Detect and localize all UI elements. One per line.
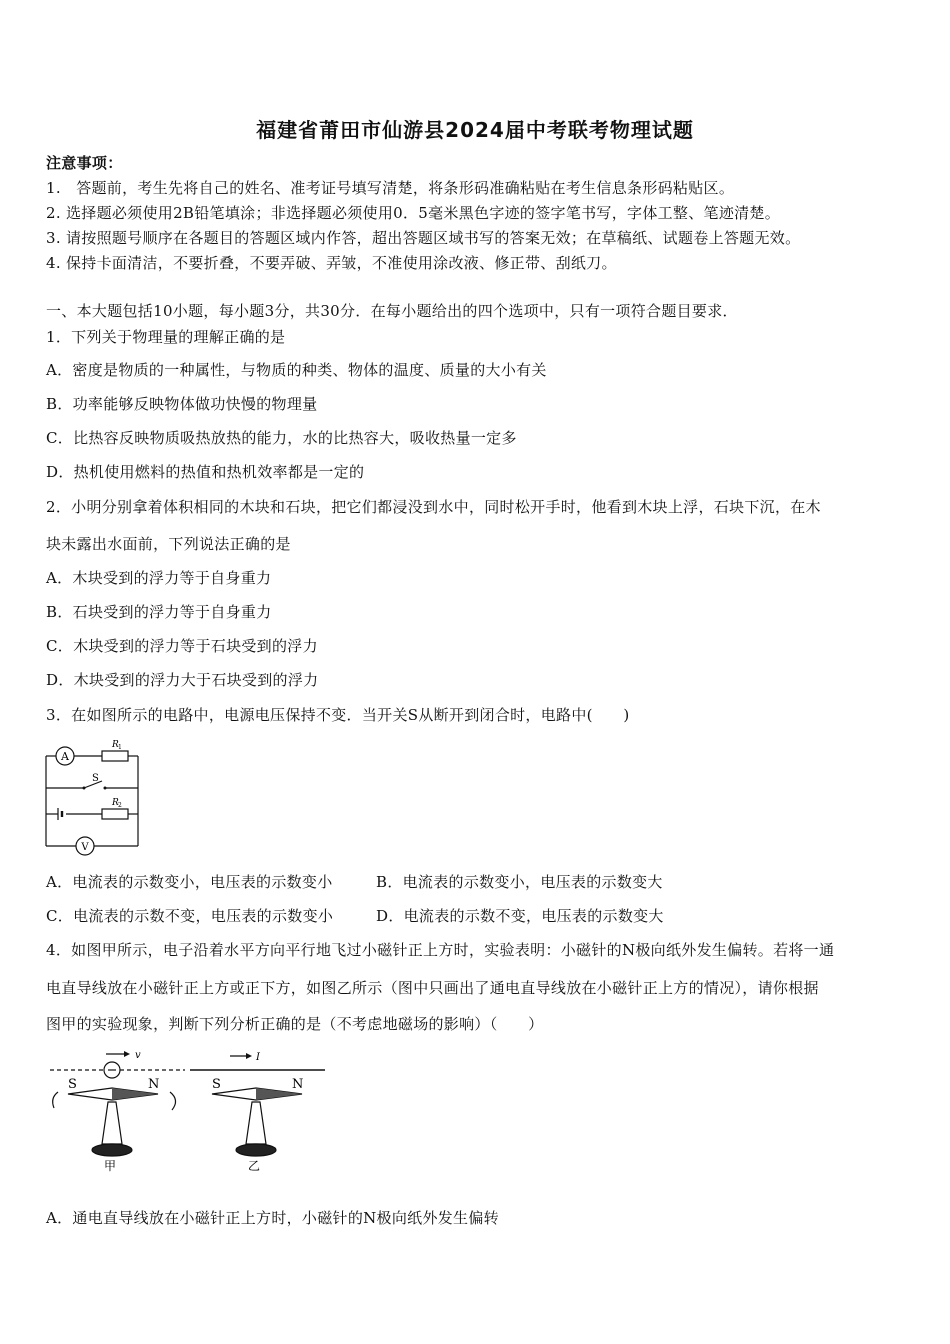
- arrow-icon: [124, 1051, 130, 1057]
- figure-yi-label: 乙: [248, 1159, 261, 1173]
- switch-contact-icon: [104, 787, 107, 790]
- switch-label: S: [92, 773, 99, 784]
- r1-subscript: 1: [118, 744, 122, 751]
- q1-option-b: B．功率能够反映物体做功快慢的物理量: [46, 395, 318, 413]
- q4-stem-line3: 图甲的实验现象，判断下列分析正确的是（不考虑地磁场的影响）（ ）: [46, 1015, 544, 1033]
- ammeter-label: A: [61, 750, 69, 763]
- q2-stem-line2: 块未露出水面前，下列说法正确的是: [46, 535, 291, 553]
- page-title: 福建省莆田市仙游县2024届中考联考物理试题: [256, 118, 694, 142]
- arrow-icon: [246, 1053, 252, 1059]
- notice-item-4: 4. 保持卡面清洁，不要折叠，不要弄破、弄皱，不准使用涂改液、修正带、刮纸刀。: [46, 254, 617, 272]
- q1-option-a: A．密度是物质的一种属性，与物质的种类、物体的温度、质量的大小有关: [46, 361, 547, 379]
- voltmeter-label: V: [81, 842, 89, 853]
- velocity-label: v: [135, 1050, 141, 1061]
- q3-stem: 3．在如图所示的电路中，电源电压保持不变．当开关S从断开到闭合时，电路中( ): [46, 706, 630, 724]
- notice-item-2: 2. 选择题必须使用2B铅笔填涂；非选择题必须使用0．5毫米黑色字迹的签字笔书写，字体工整、笔迹清楚。: [46, 204, 781, 222]
- battery-icon: [58, 808, 62, 820]
- resistor-r2: [102, 809, 128, 819]
- north-pole-label: N: [292, 1077, 304, 1092]
- q3-option-b: B．电流表的示数变小，电压表的示数变大: [376, 873, 663, 891]
- q4-stem-line2: 电直导线放在小磁针正上方或正下方，如图乙所示（图中只画出了通电直导线放在小磁针正上方的情况），请你根据: [46, 979, 819, 997]
- figure-yi: [190, 1052, 325, 1173]
- q2-stem-line1: 2．小明分别拿着体积相同的木块和石块，把它们都浸没到水中，同时松开手时，他看到木块上浮，石块下沉，在木: [46, 498, 821, 516]
- south-pole-label: S: [212, 1077, 221, 1092]
- north-pole-label: N: [148, 1077, 160, 1092]
- r2-subscript: 2: [118, 802, 122, 809]
- circuit-diagram: [40, 736, 150, 858]
- south-pole-label: S: [68, 1077, 77, 1092]
- figure-jia-label: 甲: [104, 1159, 117, 1173]
- q1-option-d: D．热机使用燃料的热值和热机效率都是一定的: [46, 463, 365, 481]
- q1-option-c: C．比热容反映物质吸热放热的能力，水的比热容大，吸收热量一定多: [46, 429, 517, 447]
- compass-stand-icon: [246, 1102, 266, 1144]
- notice-item-1: 1. 答题前，考生先将自己的姓名、准考证号填写清楚，将条形码准确粘贴在考生信息条形码粘贴区。: [46, 179, 735, 197]
- q3-option-a: A．电流表的示数变小，电压表的示数变小: [46, 873, 333, 891]
- switch-contact-icon: [83, 787, 86, 790]
- figure-jia: [50, 1050, 185, 1173]
- resistor-r1: [102, 751, 128, 761]
- rotation-arrow-icon: [53, 1092, 58, 1108]
- q2-option-d: D．木块受到的浮力大于石块受到的浮力: [46, 671, 319, 689]
- q1-stem: 1．下列关于物理量的理解正确的是: [46, 328, 286, 346]
- r2-label: R: [112, 798, 119, 808]
- compass-figure: [40, 1046, 330, 1176]
- notice-heading: 注意事项：: [46, 154, 123, 172]
- current-label: I: [256, 1052, 260, 1063]
- q3-option-c: C．电流表的示数不变，电压表的示数变小: [46, 907, 334, 925]
- q4-option-a: A．通电直导线放在小磁针正上方时，小磁针的N极向纸外发生偏转: [46, 1209, 499, 1227]
- q2-option-b: B．石块受到的浮力等于自身重力: [46, 603, 272, 621]
- notice-item-3: 3. 请按照题号顺序在各题目的答题区域内作答，超出答题区域书写的答案无效；在草稿纸、试题卷上答题无效。: [46, 229, 801, 247]
- q2-option-a: A．木块受到的浮力等于自身重力: [46, 569, 272, 587]
- q4-stem-line1: 4．如图甲所示，电子沿着水平方向平行地飞过小磁针正上方时，实验表明：小磁针的N极向纸外发生偏转。若将一通: [46, 941, 835, 959]
- q3-option-d: D．电流表的示数不变，电压表的示数变大: [376, 907, 664, 925]
- compass-stand-icon: [102, 1102, 122, 1144]
- r1-label: R: [112, 740, 119, 750]
- q2-option-c: C．木块受到的浮力等于石块受到的浮力: [46, 637, 318, 655]
- rotation-arrow-icon: [170, 1092, 176, 1110]
- section-heading: 一、本大题包括10小题，每小题3分，共30分．在每小题给出的四个选项中，只有一项符合题目要求．: [46, 302, 738, 320]
